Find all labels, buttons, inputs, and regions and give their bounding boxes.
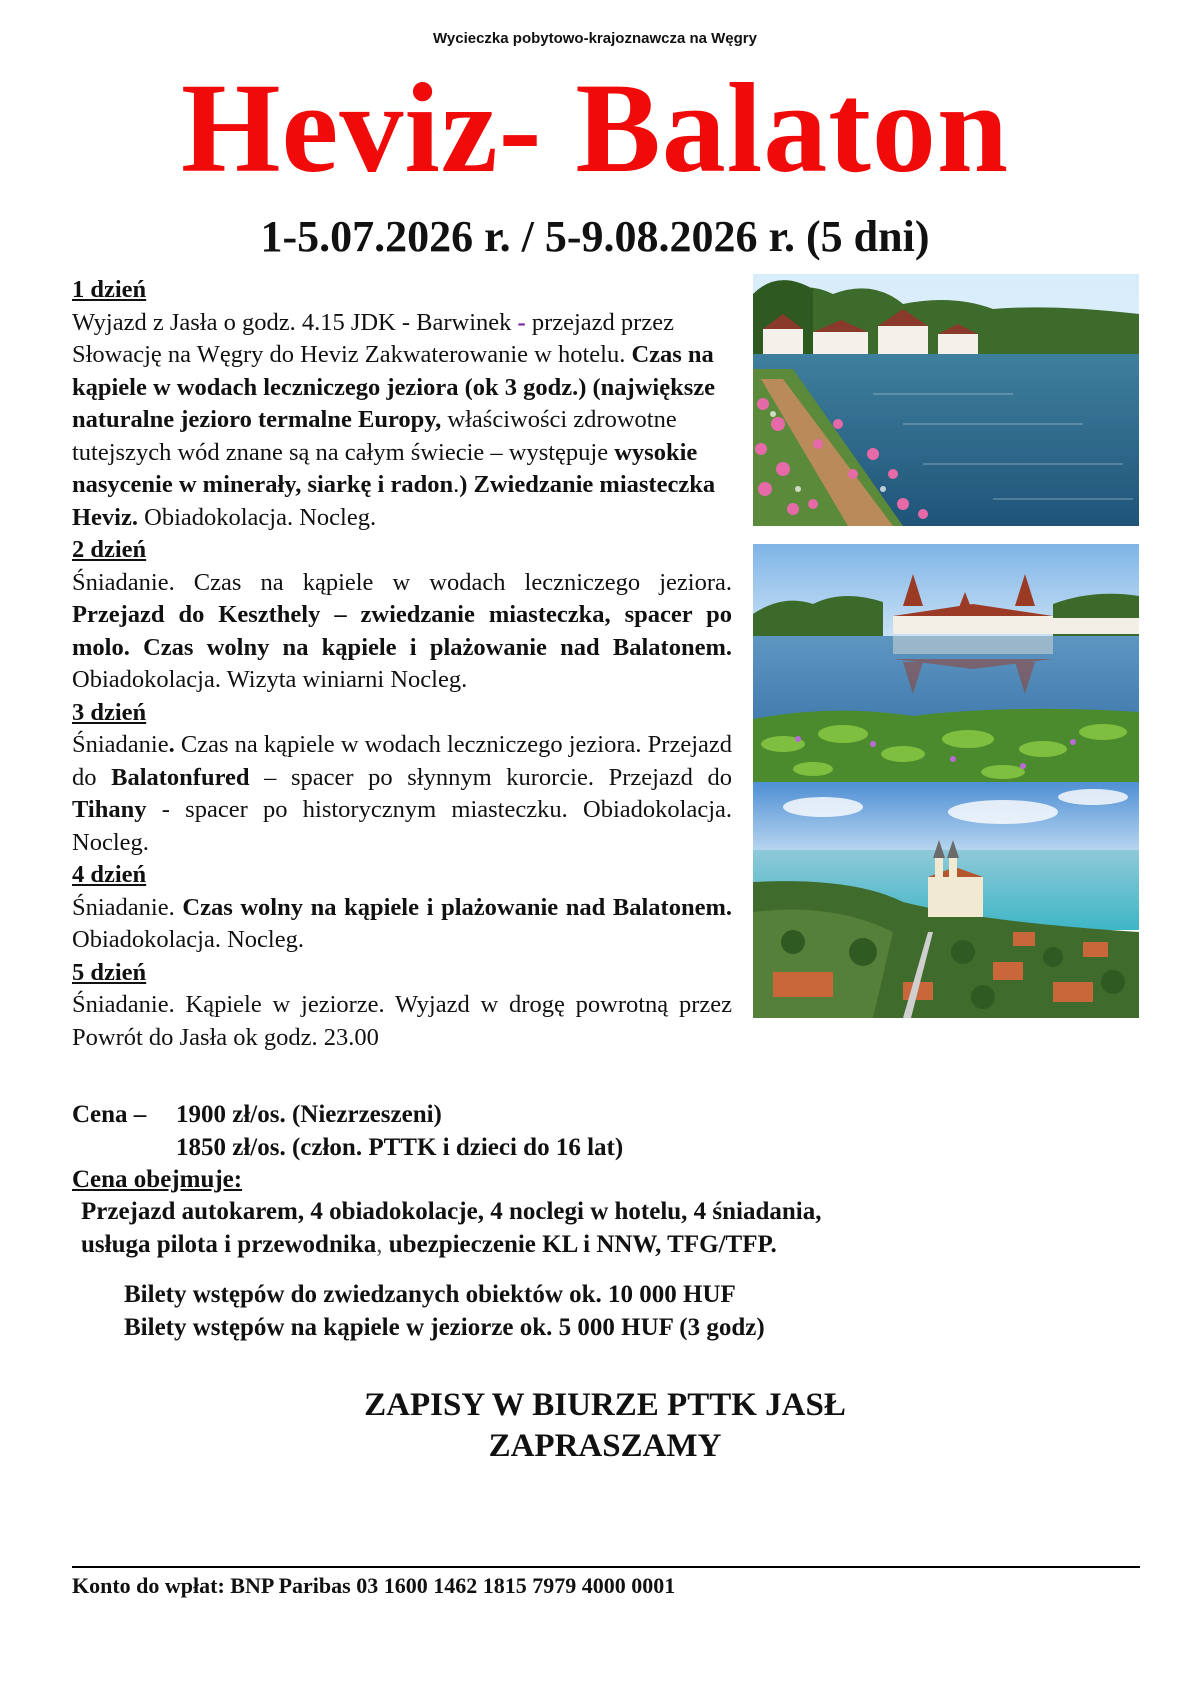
price-section bbox=[72, 1099, 623, 1164]
bold-text: Czas wolny na kąpiele i plażowanie nad Balatonem. bbox=[182, 893, 732, 921]
bank-account: Konto do wpłat: BNP Paribas 03 1600 1462 1815 7979 4000 0001 bbox=[72, 1573, 676, 1598]
text: Obiadokolacja. Nocleg. bbox=[138, 503, 377, 531]
bold-text: Balatonfured bbox=[111, 763, 250, 791]
text: . bbox=[453, 471, 460, 498]
day-heading: 5 dzień bbox=[72, 958, 147, 986]
text: Śniadanie. Kąpiele w jeziorze. Wyjazd w drogę powrotną przez Powrót do Jasła ok godz. 23.00 bbox=[72, 991, 732, 1051]
trip-dates: 1-5.07.2026 r. / 5-9.08.2026 r. (5 dni) bbox=[260, 212, 930, 261]
price-members: 1850 zł/os. (człon. PTTK i dzieci do 16 lat) bbox=[176, 1133, 624, 1161]
itinerary bbox=[72, 274, 732, 1054]
bold-text: Tihany bbox=[72, 796, 147, 823]
bold-text: Czas na kąpiele w wodach leczniczego jeziora (ok 3 godz.) (największe naturalne jezioro termalne Europy, bbox=[72, 341, 715, 433]
tihany-aerial-photo bbox=[753, 782, 1139, 1018]
tickets-info bbox=[124, 1279, 765, 1344]
page-title: Heviz- Balaton bbox=[180, 57, 1010, 199]
day-description bbox=[72, 307, 732, 535]
included-line: usługa pilota i przewodnika, ubezpieczenie KL i NNW, TFG/TFP. bbox=[81, 1230, 777, 1258]
day-description bbox=[72, 892, 732, 957]
text: Śniadanie bbox=[72, 731, 169, 758]
day-block bbox=[72, 957, 732, 1055]
text: Obiadokolacja. Nocleg. bbox=[72, 926, 304, 953]
bold-text: - bbox=[517, 308, 526, 336]
price-label: Cena – bbox=[72, 1101, 147, 1128]
text: Wyjazd z Jasła o godz. 4.15 JDK - Barwinek bbox=[72, 308, 518, 336]
day-block bbox=[72, 534, 732, 697]
text: właściwości zdrowotne tutejszych wód znane są na całym świecie – występuje bbox=[72, 406, 677, 466]
day-block bbox=[72, 274, 732, 534]
day-heading: 1 dzień bbox=[72, 276, 147, 303]
text: - spacer po historycznym miasteczku. Obiadokolacja. Nocleg. bbox=[72, 796, 732, 856]
heviz-bath-house-photo bbox=[753, 544, 1139, 782]
text: przejazd przez Słowację na Węgry do Heviz Zakwaterowanie w hotelu. bbox=[72, 308, 674, 368]
included-heading: Cena obejmuje: bbox=[72, 1166, 243, 1193]
day-description bbox=[72, 729, 732, 859]
heviz-lake-photo bbox=[753, 274, 1139, 526]
footer-divider bbox=[72, 1566, 1140, 1568]
page-subtitle: Wycieczka pobytowo-krajoznawcza na Węgry bbox=[433, 30, 757, 47]
day-description bbox=[72, 567, 732, 697]
day-heading: 3 dzień bbox=[72, 698, 147, 726]
day-heading: 4 dzień bbox=[72, 861, 147, 888]
cta-line: ZAPRASZAMY bbox=[488, 1428, 722, 1464]
bold-text: wysokie nasycenie w minerały, siarkę i radon bbox=[72, 438, 698, 498]
text: Śniadanie. Czas na kąpiele w wodach leczniczego jeziora. bbox=[72, 568, 732, 596]
text: Obiadokolacja. Wizyta winiarni Nocleg. bbox=[72, 666, 468, 693]
text: – spacer po słynnym kurorcie. Przejazd do bbox=[249, 763, 732, 791]
bold-text: . bbox=[168, 731, 175, 758]
text: Śniadanie. bbox=[72, 893, 183, 921]
tickets-line: Bilety wstępów do zwiedzanych obiektów ok. 10 000 HUF bbox=[124, 1281, 736, 1308]
tickets-line: Bilety wstępów na kąpiele w jeziorze ok. 5 000 HUF (3 godz) bbox=[124, 1313, 765, 1341]
day-description bbox=[72, 989, 732, 1054]
price-regular: 1900 zł/os. (Niezrzeszeni) bbox=[176, 1101, 442, 1128]
day-heading: 2 dzień bbox=[72, 536, 147, 563]
cta-line: ZAPISY W BIURZE PTTK JASŁ bbox=[364, 1387, 846, 1423]
bold-text: ) Zwiedzanie miasteczka Heviz. bbox=[72, 471, 716, 531]
text: Czas na kąpiele w wodach leczniczego jeziora. Przejazd do bbox=[72, 731, 732, 791]
signup-call-to-action bbox=[0, 1385, 1190, 1467]
included-line: Przejazd autokarem, 4 obiadokolacje, 4 noclegi w hotelu, 4 śniadania, bbox=[81, 1198, 822, 1225]
day-block bbox=[72, 697, 732, 860]
included-list bbox=[81, 1196, 822, 1261]
bold-text: Przejazd do Keszthely – zwiedzanie miasteczka, spacer po molo. Czas wolny na kąpiele i plażowanie nad Balatonem. bbox=[72, 601, 732, 661]
day-block bbox=[72, 859, 732, 957]
